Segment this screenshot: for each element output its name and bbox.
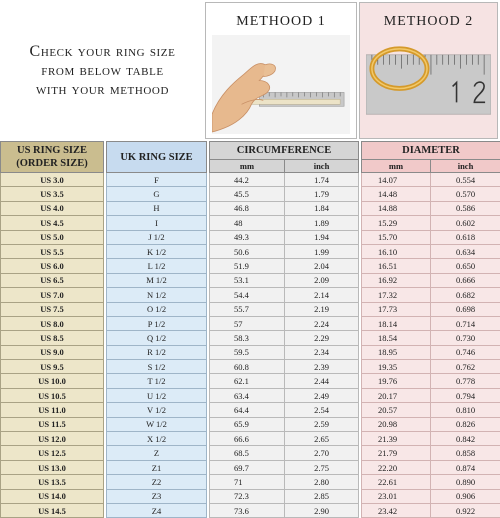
us-ring-size-header-text: US RING SIZE (ORDER SIZE) (16, 145, 87, 169)
circumference-mm-cell: 48 (210, 216, 285, 230)
circumference-mm-cell: 54.4 (210, 288, 285, 302)
circumference-inch-cell: 1.99 (285, 244, 359, 258)
circumference-mm-cell: 53.1 (210, 273, 285, 287)
size-table (0, 141, 500, 518)
circumference-mm-cell: 57 (210, 316, 285, 330)
circumference-inch-cell: 2.34 (285, 345, 359, 359)
diameter-mm-cell: 21.79 (362, 446, 431, 460)
us-size-cell: US 8.5 (1, 331, 104, 345)
us-size-cell: US 5.5 (1, 244, 104, 258)
table-row (1, 475, 500, 489)
uk-size-cell: Z2 (107, 475, 207, 489)
table-row (1, 244, 500, 258)
diameter-mm-cell: 22.61 (362, 475, 431, 489)
circumference-mm-cell: 51.9 (210, 259, 285, 273)
circumference-inch-cell: 2.49 (285, 388, 359, 402)
us-size-cell: US 12.0 (1, 432, 104, 446)
diameter-header: DIAMETER (362, 142, 500, 160)
circumference-inch-header: inch (285, 160, 359, 173)
diameter-inch-cell: 0.730 (431, 331, 500, 345)
uk-size-cell: L 1/2 (107, 259, 207, 273)
table-row (1, 503, 500, 517)
circumference-mm-cell: 71 (210, 475, 285, 489)
us-size-cell: US 5.0 (1, 230, 104, 244)
table-row (1, 273, 500, 287)
circumference-mm-cell: 46.8 (210, 201, 285, 215)
circumference-mm-cell: 45.5 (210, 187, 285, 201)
circumference-mm-cell: 68.5 (210, 446, 285, 460)
uk-size-cell: F (107, 173, 207, 187)
diameter-inch-cell: 0.890 (431, 475, 500, 489)
diameter-mm-cell: 21.39 (362, 432, 431, 446)
circumference-inch-cell: 2.54 (285, 403, 359, 417)
diameter-inch-cell: 0.666 (431, 273, 500, 287)
circumference-inch-cell: 2.65 (285, 432, 359, 446)
uk-size-cell: X 1/2 (107, 432, 207, 446)
diameter-inch-cell: 0.794 (431, 388, 500, 402)
diameter-inch-cell: 0.554 (431, 173, 500, 187)
diameter-inch-cell: 0.746 (431, 345, 500, 359)
diameter-inch-cell: 0.650 (431, 259, 500, 273)
us-size-cell: US 7.0 (1, 288, 104, 302)
diameter-mm-cell: 17.73 (362, 302, 431, 316)
diameter-mm-cell: 14.07 (362, 173, 431, 187)
circumference-mm-cell: 58.3 (210, 331, 285, 345)
method-1-title: METHOOD 1 (206, 14, 356, 30)
table-row (1, 460, 500, 474)
uk-size-cell: N 1/2 (107, 288, 207, 302)
circumference-mm-cell: 44.2 (210, 173, 285, 187)
table-row (1, 187, 500, 201)
uk-size-cell: M 1/2 (107, 273, 207, 287)
us-size-cell: US 6.0 (1, 259, 104, 273)
us-size-cell: US 10.0 (1, 374, 104, 388)
uk-size-cell: O 1/2 (107, 302, 207, 316)
diameter-inch-cell: 0.922 (431, 503, 500, 517)
circumference-inch-cell: 2.14 (285, 288, 359, 302)
diameter-inch-cell: 0.906 (431, 489, 500, 503)
ring-on-ruler-icon (366, 35, 491, 134)
uk-size-cell: T 1/2 (107, 374, 207, 388)
diameter-inch-cell: 0.778 (431, 374, 500, 388)
table-row (1, 432, 500, 446)
circumference-inch-cell: 2.75 (285, 460, 359, 474)
circumference-mm-cell: 59.5 (210, 345, 285, 359)
circumference-mm-cell: 49.3 (210, 230, 285, 244)
diameter-mm-cell: 15.70 (362, 230, 431, 244)
diameter-mm-cell: 22.20 (362, 460, 431, 474)
uk-size-cell: U 1/2 (107, 388, 207, 402)
us-ring-size-header (1, 142, 104, 173)
method-2-title: METHOOD 2 (360, 14, 497, 30)
diameter-inch-cell: 0.634 (431, 244, 500, 258)
diameter-mm-cell: 23.01 (362, 489, 431, 503)
us-size-cell: US 14.5 (1, 503, 104, 517)
uk-size-cell: J 1/2 (107, 230, 207, 244)
diameter-mm-cell: 15.29 (362, 216, 431, 230)
uk-size-cell: H (107, 201, 207, 215)
diameter-inch-cell: 0.874 (431, 460, 500, 474)
circumference-inch-cell: 1.79 (285, 187, 359, 201)
uk-size-cell: V 1/2 (107, 403, 207, 417)
circumference-mm-cell: 55.7 (210, 302, 285, 316)
circumference-inch-cell: 2.70 (285, 446, 359, 460)
uk-size-cell: Z (107, 446, 207, 460)
circumference-inch-cell: 1.89 (285, 216, 359, 230)
diameter-inch-cell: 0.698 (431, 302, 500, 316)
uk-size-cell: Z1 (107, 460, 207, 474)
table-row (1, 446, 500, 460)
table-row (1, 259, 500, 273)
diameter-mm-header: mm (362, 160, 431, 173)
circumference-mm-cell: 66.6 (210, 432, 285, 446)
us-size-cell: US 11.5 (1, 417, 104, 431)
us-size-cell: US 13.5 (1, 475, 104, 489)
us-size-cell: US 6.5 (1, 273, 104, 287)
us-size-cell: US 3.5 (1, 187, 104, 201)
uk-size-cell: P 1/2 (107, 316, 207, 330)
method-1-panel (205, 2, 357, 139)
circumference-inch-cell: 2.90 (285, 503, 359, 517)
hand-with-strip-and-ruler-icon (212, 35, 350, 134)
circumference-inch-cell: 2.44 (285, 374, 359, 388)
uk-size-cell: K 1/2 (107, 244, 207, 258)
table-row (1, 216, 500, 230)
diameter-mm-cell: 16.92 (362, 273, 431, 287)
diameter-mm-cell: 16.10 (362, 244, 431, 258)
circumference-mm-cell: 62.1 (210, 374, 285, 388)
size-table-container (0, 141, 500, 500)
us-size-cell: US 14.0 (1, 489, 104, 503)
circumference-mm-cell: 72.3 (210, 489, 285, 503)
diameter-inch-cell: 0.602 (431, 216, 500, 230)
diameter-mm-cell: 18.54 (362, 331, 431, 345)
table-header-row (1, 142, 500, 160)
circumference-mm-cell: 63.4 (210, 388, 285, 402)
diameter-mm-cell: 14.88 (362, 201, 431, 215)
uk-size-cell: S 1/2 (107, 360, 207, 374)
method-2-panel (359, 2, 498, 139)
us-size-cell: US 8.0 (1, 316, 104, 330)
us-size-cell: US 4.0 (1, 201, 104, 215)
circumference-inch-cell: 1.94 (285, 230, 359, 244)
diameter-inch-cell: 0.618 (431, 230, 500, 244)
table-row (1, 489, 500, 503)
table-row (1, 201, 500, 215)
diameter-mm-cell: 19.76 (362, 374, 431, 388)
circumference-header: CIRCUMFERENCE (210, 142, 359, 160)
diameter-mm-cell: 16.51 (362, 259, 431, 273)
diameter-inch-cell: 0.842 (431, 432, 500, 446)
circumference-mm-cell: 50.6 (210, 244, 285, 258)
us-size-cell: US 13.0 (1, 460, 104, 474)
diameter-inch-cell: 0.762 (431, 360, 500, 374)
table-row (1, 316, 500, 330)
circumference-inch-cell: 1.74 (285, 173, 359, 187)
uk-size-cell: Z4 (107, 503, 207, 517)
us-size-cell: US 10.5 (1, 388, 104, 402)
circumference-inch-cell: 2.80 (285, 475, 359, 489)
table-row (1, 388, 500, 402)
uk-size-cell: I (107, 216, 207, 230)
circumference-inch-cell: 2.29 (285, 331, 359, 345)
diameter-inch-cell: 0.714 (431, 316, 500, 330)
circumference-mm-header: mm (210, 160, 285, 173)
table-row (1, 331, 500, 345)
us-size-cell: US 7.5 (1, 302, 104, 316)
circumference-inch-cell: 1.84 (285, 201, 359, 215)
diameter-mm-cell: 18.14 (362, 316, 431, 330)
circumference-mm-cell: 60.8 (210, 360, 285, 374)
table-row (1, 288, 500, 302)
uk-size-cell: G (107, 187, 207, 201)
diameter-inch-cell: 0.858 (431, 446, 500, 460)
circumference-inch-cell: 2.59 (285, 417, 359, 431)
table-row (1, 173, 500, 187)
table-row (1, 302, 500, 316)
us-size-cell: US 9.5 (1, 360, 104, 374)
circumference-inch-cell: 2.39 (285, 360, 359, 374)
diameter-inch-cell: 0.810 (431, 403, 500, 417)
circumference-inch-cell: 2.09 (285, 273, 359, 287)
table-row (1, 345, 500, 359)
table-row (1, 374, 500, 388)
circumference-mm-cell: 64.4 (210, 403, 285, 417)
diameter-mm-cell: 20.57 (362, 403, 431, 417)
uk-size-cell: W 1/2 (107, 417, 207, 431)
us-size-cell: US 3.0 (1, 173, 104, 187)
uk-size-cell: R 1/2 (107, 345, 207, 359)
uk-ring-size-header: UK RING SIZE (107, 142, 207, 173)
diameter-inch-cell: 0.570 (431, 187, 500, 201)
diameter-inch-cell: 0.682 (431, 288, 500, 302)
instructions-panel (0, 0, 205, 141)
diameter-inch-cell: 0.826 (431, 417, 500, 431)
us-size-cell: US 12.5 (1, 446, 104, 460)
circumference-mm-cell: 69.7 (210, 460, 285, 474)
diameter-inch-cell: 0.586 (431, 201, 500, 215)
diameter-mm-cell: 18.95 (362, 345, 431, 359)
top-header (0, 0, 500, 141)
circumference-mm-cell: 73.6 (210, 503, 285, 517)
diameter-mm-cell: 14.48 (362, 187, 431, 201)
diameter-inch-header: inch (431, 160, 500, 173)
us-size-cell: US 11.0 (1, 403, 104, 417)
diameter-mm-cell: 23.42 (362, 503, 431, 517)
instructions-text: Check your ring size from below table with your methood (30, 42, 176, 99)
table-row (1, 360, 500, 374)
circumference-inch-cell: 2.04 (285, 259, 359, 273)
circumference-mm-cell: 65.9 (210, 417, 285, 431)
diameter-mm-cell: 20.98 (362, 417, 431, 431)
table-row (1, 403, 500, 417)
diameter-mm-cell: 20.17 (362, 388, 431, 402)
table-row (1, 417, 500, 431)
us-size-cell: US 9.0 (1, 345, 104, 359)
diameter-mm-cell: 17.32 (362, 288, 431, 302)
table-body (1, 173, 500, 518)
table-row (1, 230, 500, 244)
uk-size-cell: Q 1/2 (107, 331, 207, 345)
circumference-inch-cell: 2.85 (285, 489, 359, 503)
diameter-mm-cell: 19.35 (362, 360, 431, 374)
circumference-inch-cell: 2.19 (285, 302, 359, 316)
circumference-inch-cell: 2.24 (285, 316, 359, 330)
us-size-cell: US 4.5 (1, 216, 104, 230)
uk-size-cell: Z3 (107, 489, 207, 503)
